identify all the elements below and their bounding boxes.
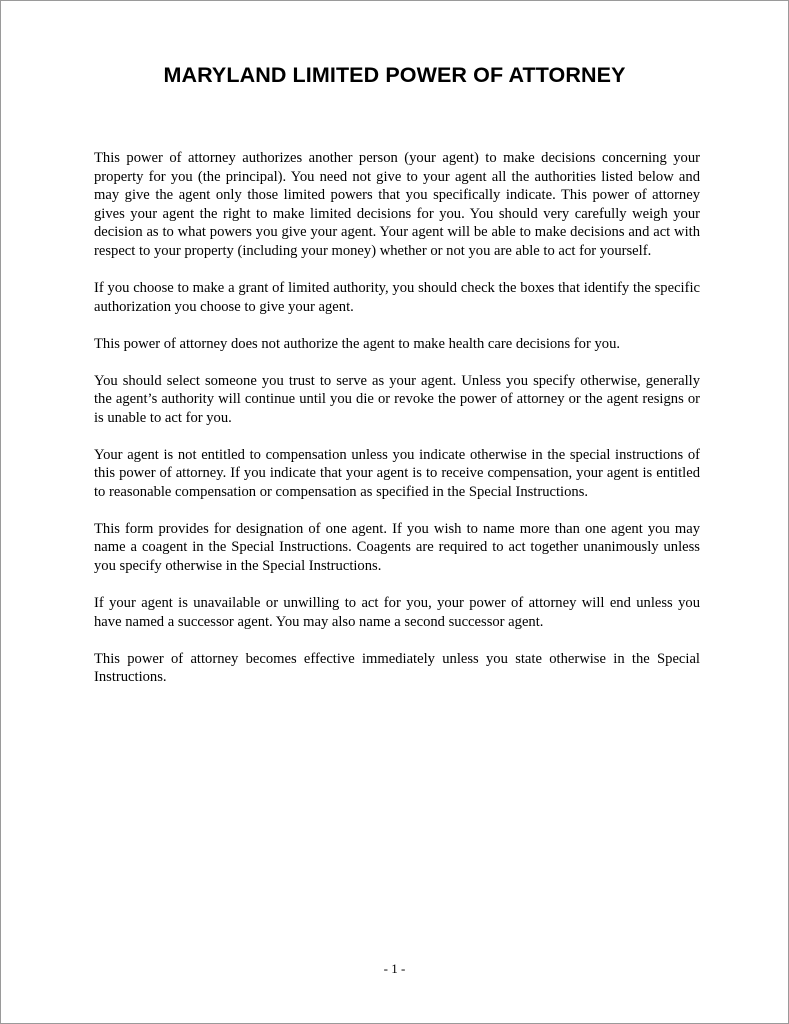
document-title: MARYLAND LIMITED POWER OF ATTORNEY <box>163 63 626 87</box>
document-body <box>94 149 700 705</box>
paragraph-coagent: This form provides for designation of one agent. If you wish to name more than one agent you may name a coagent in the Special Instructions. Coagents are required to act together unanimously unless you specify otherwise in the Special Instructions. <box>94 520 700 575</box>
paragraph-health-care: This power of attorney does not authorize the agent to make health care decisions for you. <box>94 335 621 352</box>
paragraph-successor-agent: If your agent is unavailable or unwilling to act for you, your power of attorney will end unless you have named a successor agent. You may also name a second successor agent. <box>94 595 700 630</box>
paragraph-limited-authority: If you choose to make a grant of limited authority, you should check the boxes that identify the specific authorization you choose to give your agent. <box>94 279 700 315</box>
paragraph-authorization: This power of attorney authorizes another person (your agent) to make decisions concerning your property for you (the principal). You need not give to your agent all the authorities listed below and may give the agent only those limited powers that you specifically indicate. This power of attorney gives your agent the right to make limited decisions for you. You should very carefully weigh your decision as to what powers you give your agent. Your agent will be able to make decisions and act with respect to your property (including your money) whether or not you are able to act for yourself. <box>94 150 700 259</box>
paragraph-effective-date: This power of attorney becomes effective immediately unless you state otherwise in the Special Instructions. <box>94 650 700 686</box>
page-number: - 1 - <box>383 961 406 976</box>
paragraph-compensation: Your agent is not entitled to compensation unless you indicate otherwise in the special instructions of this power of attorney. If you indicate that your agent is to receive compensation, your agent is entitled to reasonable compensation or compensation as specified in the Special Instructions. <box>94 446 700 500</box>
paragraph-select-agent: You should select someone you trust to serve as your agent. Unless you specify otherwise, generally the agent’s authority will continue until you die or revoke the power of attorney or the agent resigns or is unable to act for you. <box>94 372 700 426</box>
